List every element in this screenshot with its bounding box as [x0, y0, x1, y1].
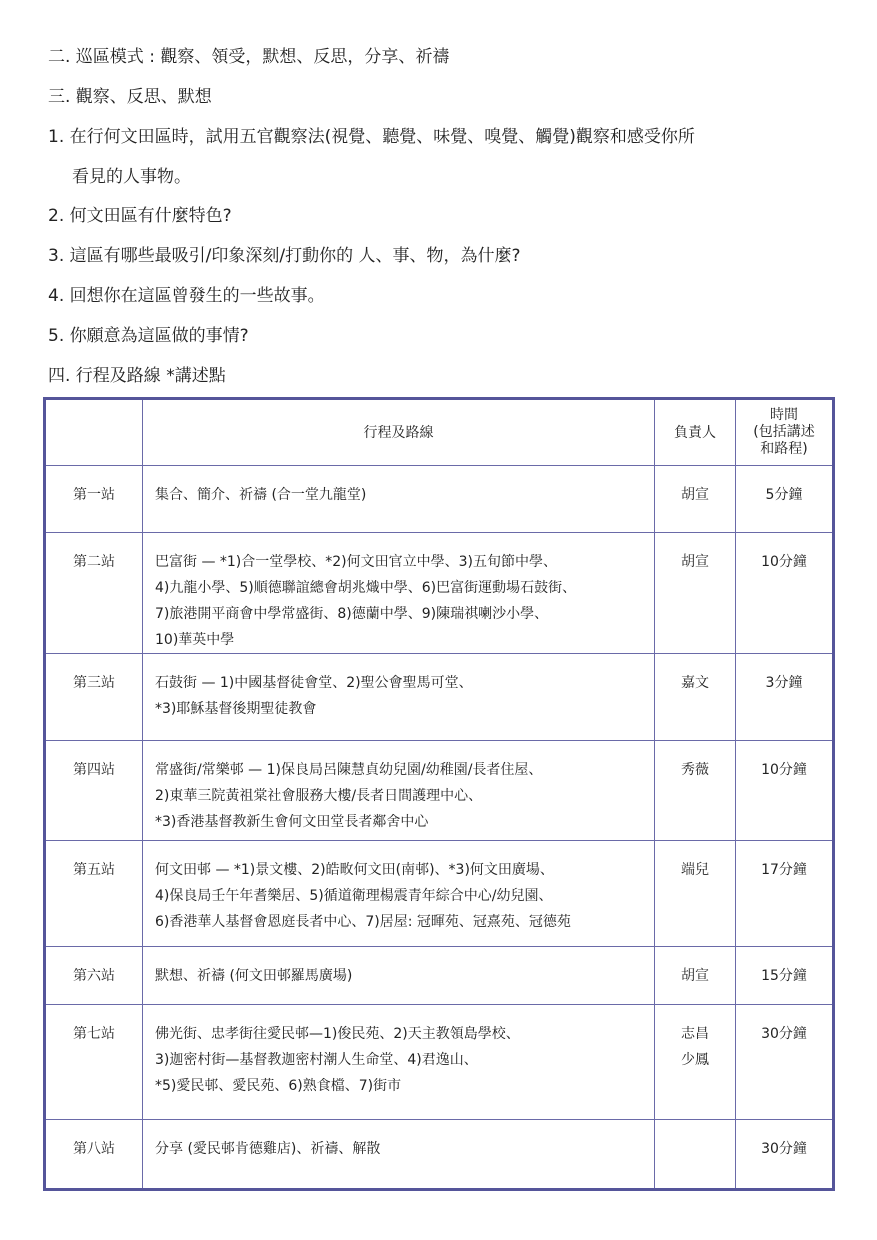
route-line: 石鼓街 — 1)中國基督徒會堂、2)聖公會聖馬可堂、 — [155, 675, 473, 691]
route-line: 4)九龍小學、5)順德聯誼總會胡兆熾中學、6)巴富街運動場石鼓街、 — [155, 580, 577, 596]
question-1-cont: 看見的人事物。 — [72, 167, 191, 187]
table-row — [45, 841, 834, 947]
time-cell: 3分鐘 — [736, 654, 834, 741]
route-line: 何文田邨 — *1)景文樓、2)皓畋何文田(南邨)、*3)何文田廣場、 — [155, 862, 554, 878]
table-row — [45, 1120, 834, 1190]
line-observe-heading: 三. 觀察、反思、默想 — [48, 87, 212, 107]
route-line: 常盛街/常樂邨 — 1)保良局呂陳慧貞幼兒園/幼稚園/長者住屋、 — [155, 762, 543, 778]
route-line: 默想、祈禱 (何文田邨羅馬廣場) — [155, 968, 353, 984]
header-time-line: 時間 — [770, 407, 798, 423]
route-cell — [143, 741, 655, 841]
person-name: 胡宣 — [681, 968, 709, 984]
table-row — [45, 947, 834, 1005]
time-cell: 10分鐘 — [736, 741, 834, 841]
person-cell — [655, 1120, 736, 1190]
time-cell: 30分鐘 — [736, 1005, 834, 1120]
header-time-line: (包括講述 — [753, 424, 815, 440]
itinerary-table — [43, 397, 835, 1191]
route-line: 6)香港華人基督會恩庭長者中心、7)居屋: 冠暉苑、冠熹苑、冠德苑 — [155, 914, 571, 930]
person-cell — [655, 947, 736, 1005]
station-cell: 第八站 — [45, 1120, 143, 1190]
header-time-line: 和路程) — [760, 441, 808, 457]
question-3: 3. 這區有哪些最吸引/印象深刻/打動你的 人、事、物，為什麼? — [48, 246, 521, 266]
route-line: 2)東華三院黃祖棠社會服務大樓/長者日間護理中心、 — [155, 788, 483, 804]
route-cell — [143, 947, 655, 1005]
person-name: 胡宣 — [681, 487, 709, 503]
table-row — [45, 741, 834, 841]
station-cell: 第一站 — [45, 466, 143, 533]
route-line: 巴富街 — *1)合一堂學校、*2)何文田官立中學、3)五旬節中學、 — [155, 554, 558, 570]
person-name: 胡宣 — [681, 554, 709, 570]
person-cell — [655, 654, 736, 741]
time-cell: 10分鐘 — [736, 533, 834, 654]
person-cell — [655, 533, 736, 654]
question-1: 1. 在行何文田區時，試用五官觀察法(視覺、聽覺、味覺、嗅覺、觸覺)觀察和感受你所 — [48, 127, 695, 147]
table-row — [45, 533, 834, 654]
person-name: 秀薇 — [681, 762, 709, 778]
question-2: 2. 何文田區有什麼特色? — [48, 206, 232, 226]
person-cell — [655, 741, 736, 841]
station-cell: 第五站 — [45, 841, 143, 947]
route-cell — [143, 841, 655, 947]
route-line: 7)旅港開平商會中學常盛街、8)德蘭中學、9)陳瑞祺喇沙小學、 — [155, 606, 549, 622]
route-cell — [143, 654, 655, 741]
route-line: 4)保良局壬午年耆樂居、5)循道衛理楊震青年綜合中心/幼兒園、 — [155, 888, 553, 904]
person-name: 端兒 — [681, 862, 709, 878]
table-row — [45, 466, 834, 533]
header-person: 負責人 — [655, 399, 736, 466]
route-line: 集合、簡介、祈禱 (合一堂九龍堂) — [155, 487, 367, 503]
question-5: 5. 你願意為這區做的事情? — [48, 326, 249, 346]
route-cell — [143, 1005, 655, 1120]
person-name: 嘉文 — [681, 675, 709, 691]
route-line: 10)華英中學 — [155, 632, 235, 648]
header-time — [736, 399, 834, 466]
station-cell: 第七站 — [45, 1005, 143, 1120]
person-cell — [655, 841, 736, 947]
table-row — [45, 1005, 834, 1120]
time-cell: 17分鐘 — [736, 841, 834, 947]
route-cell — [143, 1120, 655, 1190]
person-cell — [655, 1005, 736, 1120]
station-cell: 第六站 — [45, 947, 143, 1005]
time-cell: 30分鐘 — [736, 1120, 834, 1190]
route-line: 3)迦密村街—基督教迦密村潮人生命堂、4)君逸山、 — [155, 1052, 478, 1068]
line-patrol-mode: 二. 巡區模式 : 觀察、領受，默想、反思，分享、祈禱 — [48, 47, 450, 67]
station-cell: 第三站 — [45, 654, 143, 741]
table-row — [45, 654, 834, 741]
route-cell — [143, 533, 655, 654]
route-line: *3)香港基督教新生會何文田堂長者鄰舍中心 — [155, 814, 429, 830]
person-name: 少鳳 — [681, 1052, 709, 1068]
route-line: *5)愛民邨、愛民苑、6)熟食檔、7)街市 — [155, 1078, 402, 1094]
route-line: 分享 (愛民邨肯德雞店)、祈禱、解散 — [155, 1141, 381, 1157]
line-itinerary-heading: 四. 行程及路線 *講述點 — [48, 366, 226, 386]
header-route: 行程及路線 — [143, 399, 655, 466]
station-cell: 第四站 — [45, 741, 143, 841]
table-header-row — [45, 399, 834, 466]
time-cell: 15分鐘 — [736, 947, 834, 1005]
time-cell: 5分鐘 — [736, 466, 834, 533]
route-line: 佛光街、忠孝街往愛民邨—1)俊民苑、2)天主教領島學校、 — [155, 1026, 520, 1042]
route-line: *3)耶穌基督後期聖徒教會 — [155, 701, 317, 717]
person-name: 志昌 — [681, 1026, 709, 1042]
station-cell: 第二站 — [45, 533, 143, 654]
person-cell — [655, 466, 736, 533]
route-cell — [143, 466, 655, 533]
header-station — [45, 399, 143, 466]
question-4: 4. 回想你在這區曾發生的一些故事。 — [48, 286, 325, 306]
